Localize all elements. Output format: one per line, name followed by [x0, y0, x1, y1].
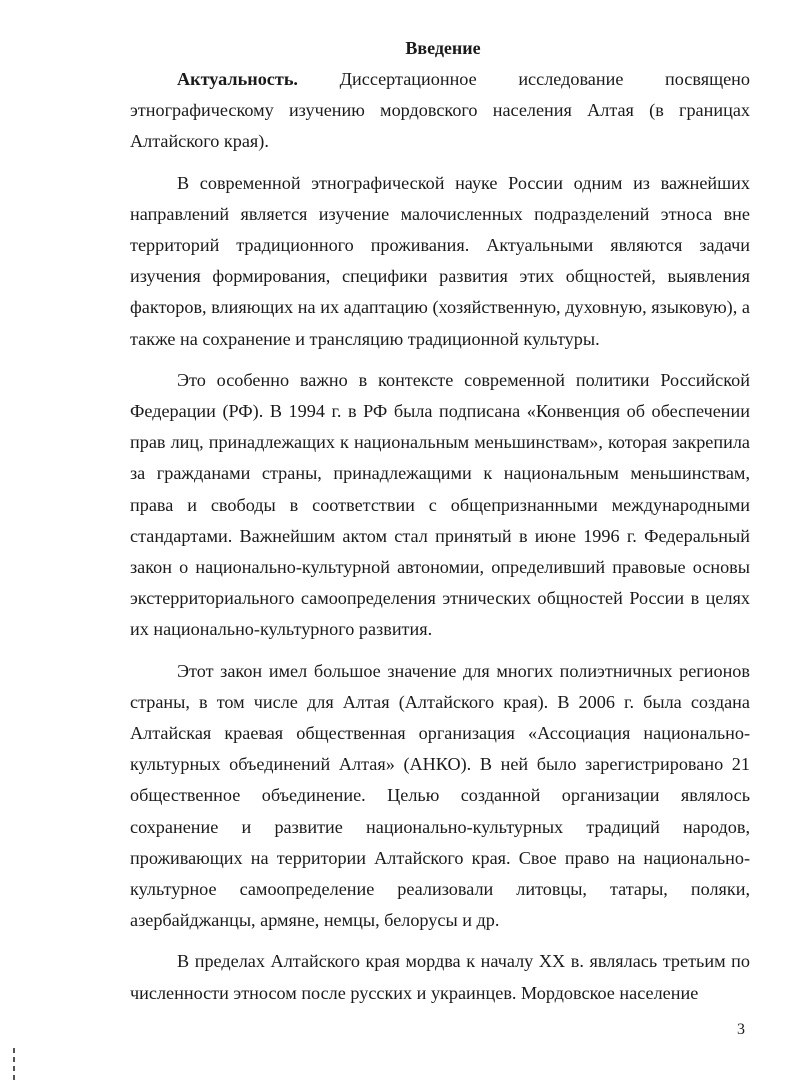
paragraph-text: Диссертационное исследование посвящено этнографическому изучению мордовского населения Алтая (в границах Алтайского края). [130, 69, 750, 152]
scan-edge-mark [13, 1048, 15, 1084]
document-page [130, 36, 750, 1009]
page-number: 3 [737, 1021, 745, 1038]
document-title: Введение [405, 38, 481, 58]
paragraph-lead: Актуальность. [177, 69, 298, 89]
paragraph-policy: Это особенно важно в контексте современной политики Российской Федерации (РФ). В 1994 г. в РФ была подписана «Конвенция об обеспечении прав лиц, принадлежащих к национальным меньшинствам», которая закрепила за гражданами страны, принадлежащими к национальным меньшинствам, права и свободы в соответствии с общепризнанными международными стандартами. Важнейшим актом стал принятый в июне 1996 г. Федеральный закон о национально-культурной автономии, определивший правовые основы экстерриториального самоопределения этнических общностей России в целях их национально-культурного развития. [130, 369, 750, 640]
paragraph-law: Этот закон имел большое значение для многих полиэтничных регионов страны, в том числе для Алтая (Алтайского края). В 2006 г. была создана Алтайская краевая общественная организация «Ассоциация национально-культурных объединений Алтая» (АНКО). В ней было зарегистрировано 21 общественное объединение. Целью созданной организации являлось сохранение и развитие национально-культурных традиций народов, проживающих на территории Алтайского края. Свое право на национально-культурное самоопределение реализовали литовцы, татары, поляки, азербайджанцы, армяне, немцы, белорусы и др. [130, 660, 750, 931]
paragraph-relevance [130, 64, 750, 158]
paragraph-mordva: В пределах Алтайского края мордва к началу XX в. являлась третьим по численности этносом после русских и украинцев. Мордовское население [130, 951, 750, 1003]
paragraph-ethnography: В современной этнографической науке России одним из важнейших направлений является изучение малочисленных подразделений этноса вне территорий традиционного проживания. Актуальными являются задачи изучения формирования, специфики развития этих общностей, выявления факторов, влияющих на их адаптацию (хозяйственную, духовную, языковую), а также на сохранение и трансляцию традиционной культуры. [130, 172, 750, 349]
